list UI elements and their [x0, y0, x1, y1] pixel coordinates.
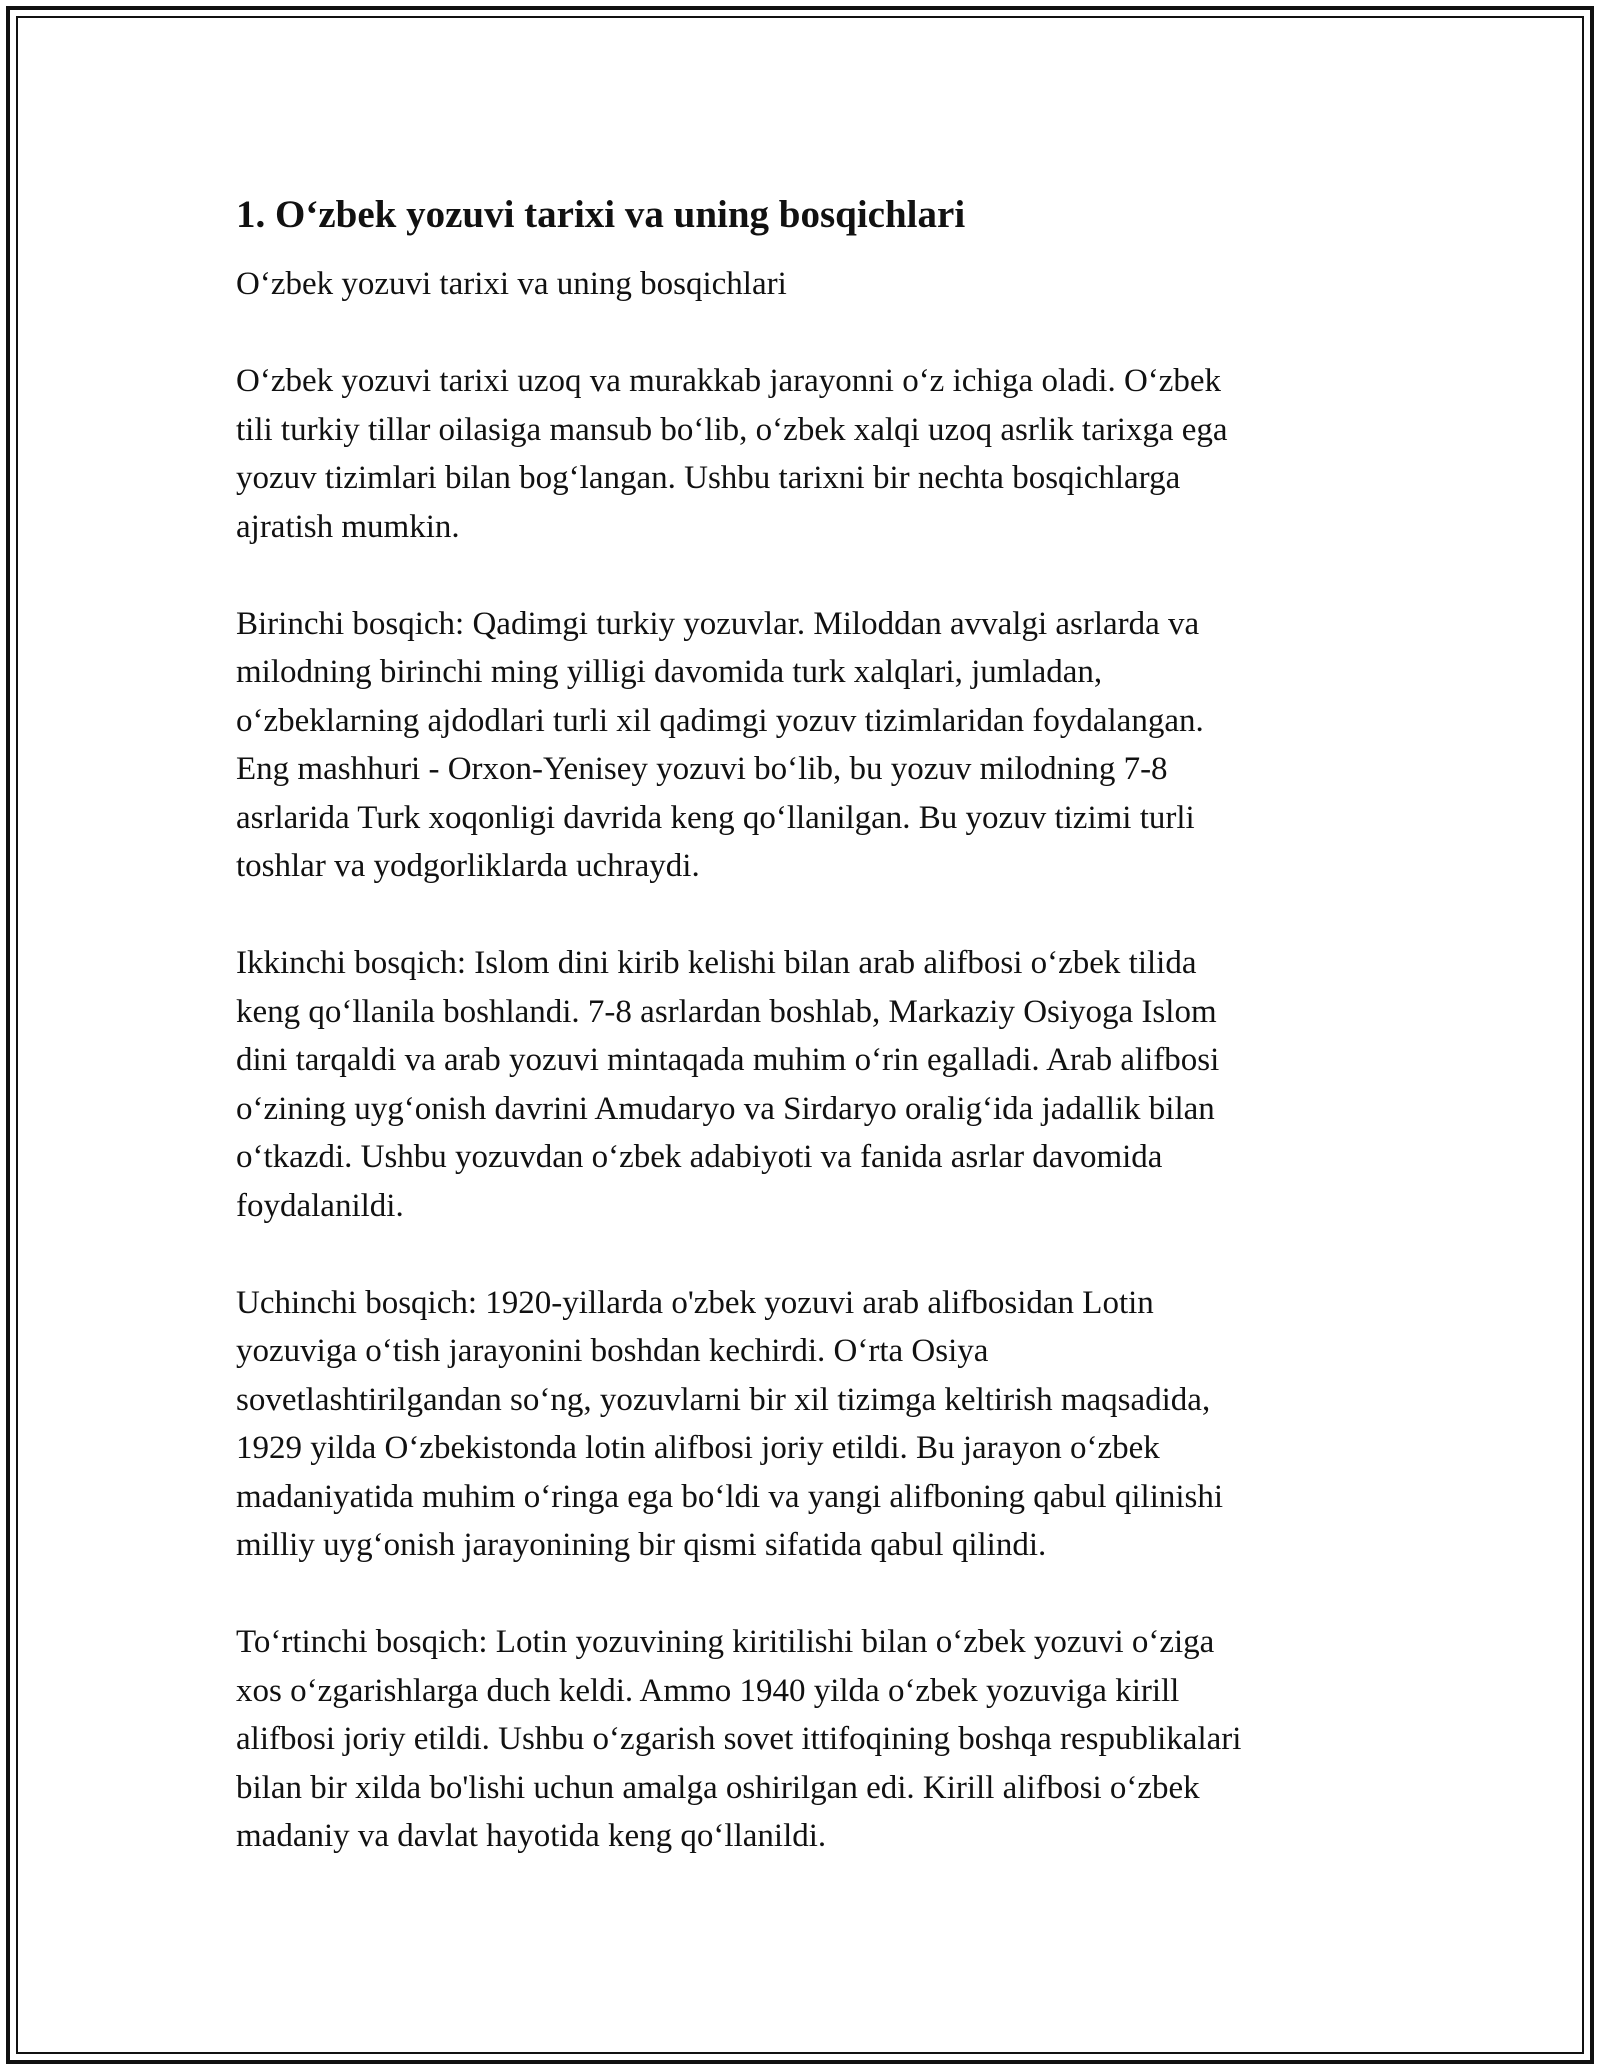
paragraph-line: alifbosi joriy etildi. Ushbu o‘zgarish sovet ittifoqining boshqa respublikalari	[236, 1721, 1242, 1757]
paragraph-line: dini tarqaldi va arab yozuvi mintaqada muhim o‘rin egalladi. Arab alifbosi	[236, 1042, 1220, 1078]
section-subtitle: O‘zbek yozuvi tarixi va uning bosqichlari	[236, 266, 787, 302]
paragraph	[236, 357, 1366, 551]
paragraph-line: tili turkiy tillar oilasiga mansub bo‘lib, o‘zbek xalqi uzoq asrlik tarixga ega	[236, 411, 1228, 448]
paragraph-line: xos o‘zgarishlarga duch keldi. Ammo 1940 yilda o‘zbek yozuviga kirill	[236, 1672, 1180, 1709]
paragraph	[236, 1618, 1366, 1861]
paragraph-line: madaniyatida muhim o‘ringa ega bo‘ldi va yangi alifboning qabul qilinishi	[236, 1478, 1224, 1515]
paragraph-line: o‘tkazdi. Ushbu yozuvdan o‘zbek adabiyoti va fanida asrlar davomida	[236, 1139, 1163, 1175]
paragraph-line: Birinchi bosqich: Qadimgi turkiy yozuvlar. Miloddan avvalgi asrlarda va	[236, 605, 1200, 642]
paragraph-line: milodning birinchi ming yilligi davomida turk xalqlari, jumladan,	[236, 654, 1103, 690]
paragraph-line: Uchinchi bosqich: 1920-yillarda o'zbek yozuvi arab alifbosidan Lotin	[236, 1284, 1154, 1321]
paragraph-line: yozuviga o‘tish jarayonini boshdan kechirdi. O‘rta Osiya	[236, 1333, 989, 1369]
paragraph-line: foydalanildi.	[236, 1187, 404, 1224]
paragraph-line: bilan bir xilda bo'lishi uchun amalga oshirilgan edi. Kirill alifbosi o‘zbek	[236, 1769, 1200, 1806]
paragraph-line: Eng mashhuri - Orxon-Yenisey yozuvi bo‘lib, bu yozuv milodning 7-8	[236, 751, 1168, 787]
paragraph	[236, 1279, 1366, 1570]
document-body	[236, 188, 1366, 1861]
paragraph-line: madaniy va davlat hayotida keng qo‘llanildi.	[236, 1818, 827, 1854]
paragraph-line: ajratish mumkin.	[236, 508, 460, 545]
paragraph-line: sovetlashtirilgandan so‘ng, yozuvlarni bir xil tizimga keltirish maqsadida,	[236, 1381, 1211, 1418]
paragraph	[236, 939, 1366, 1230]
paragraph-line: 1929 yilda O‘zbekistonda lotin alifbosi joriy etildi. Bu jarayon o‘zbek	[236, 1430, 1160, 1466]
paragraph	[236, 600, 1366, 891]
paragraph-line: o‘zbeklarning ajdodlari turli xil qadimgi yozuv tizimlaridan foydalangan.	[236, 702, 1204, 739]
paragraph-line: Ikkinchi bosqich: Islom dini kirib kelishi bilan arab alifbosi o‘zbek tilida	[236, 945, 1197, 981]
paragraph-line: toshlar va yodgorliklarda uchraydi.	[236, 848, 700, 884]
paragraph-line: To‘rtinchi bosqich: Lotin yozuvining kiritilishi bilan o‘zbek yozuvi o‘ziga	[236, 1624, 1215, 1660]
paragraph-line: yozuv tizimlari bilan bog‘langan. Ushbu tarixni bir nechta bosqichlarga	[236, 460, 1181, 496]
paragraph-list	[236, 357, 1366, 1861]
paragraph-line: milliy uyg‘onish jarayonining bir qismi sifatida qabul qilindi.	[236, 1527, 1047, 1563]
paragraph-line: O‘zbek yozuvi tarixi uzoq va murakkab jarayonni o‘z ichiga oladi. O‘zbek	[236, 363, 1222, 399]
paragraph-line: o‘zining uyg‘onish davrini Amudaryo va Sirdaryo oralig‘ida jadallik bilan	[236, 1090, 1215, 1127]
paragraph-line: asrlarida Turk xoqonligi davrida keng qo‘llanilgan. Bu yozuv tizimi turli	[236, 799, 1195, 836]
section-heading: 1. O‘zbek yozuvi tarixi va uning bosqichlari	[236, 193, 966, 236]
paragraph-line: keng qo‘llanila boshlandi. 7-8 asrlardan boshlab, Markaziy Osiyoga Islom	[236, 993, 1217, 1030]
